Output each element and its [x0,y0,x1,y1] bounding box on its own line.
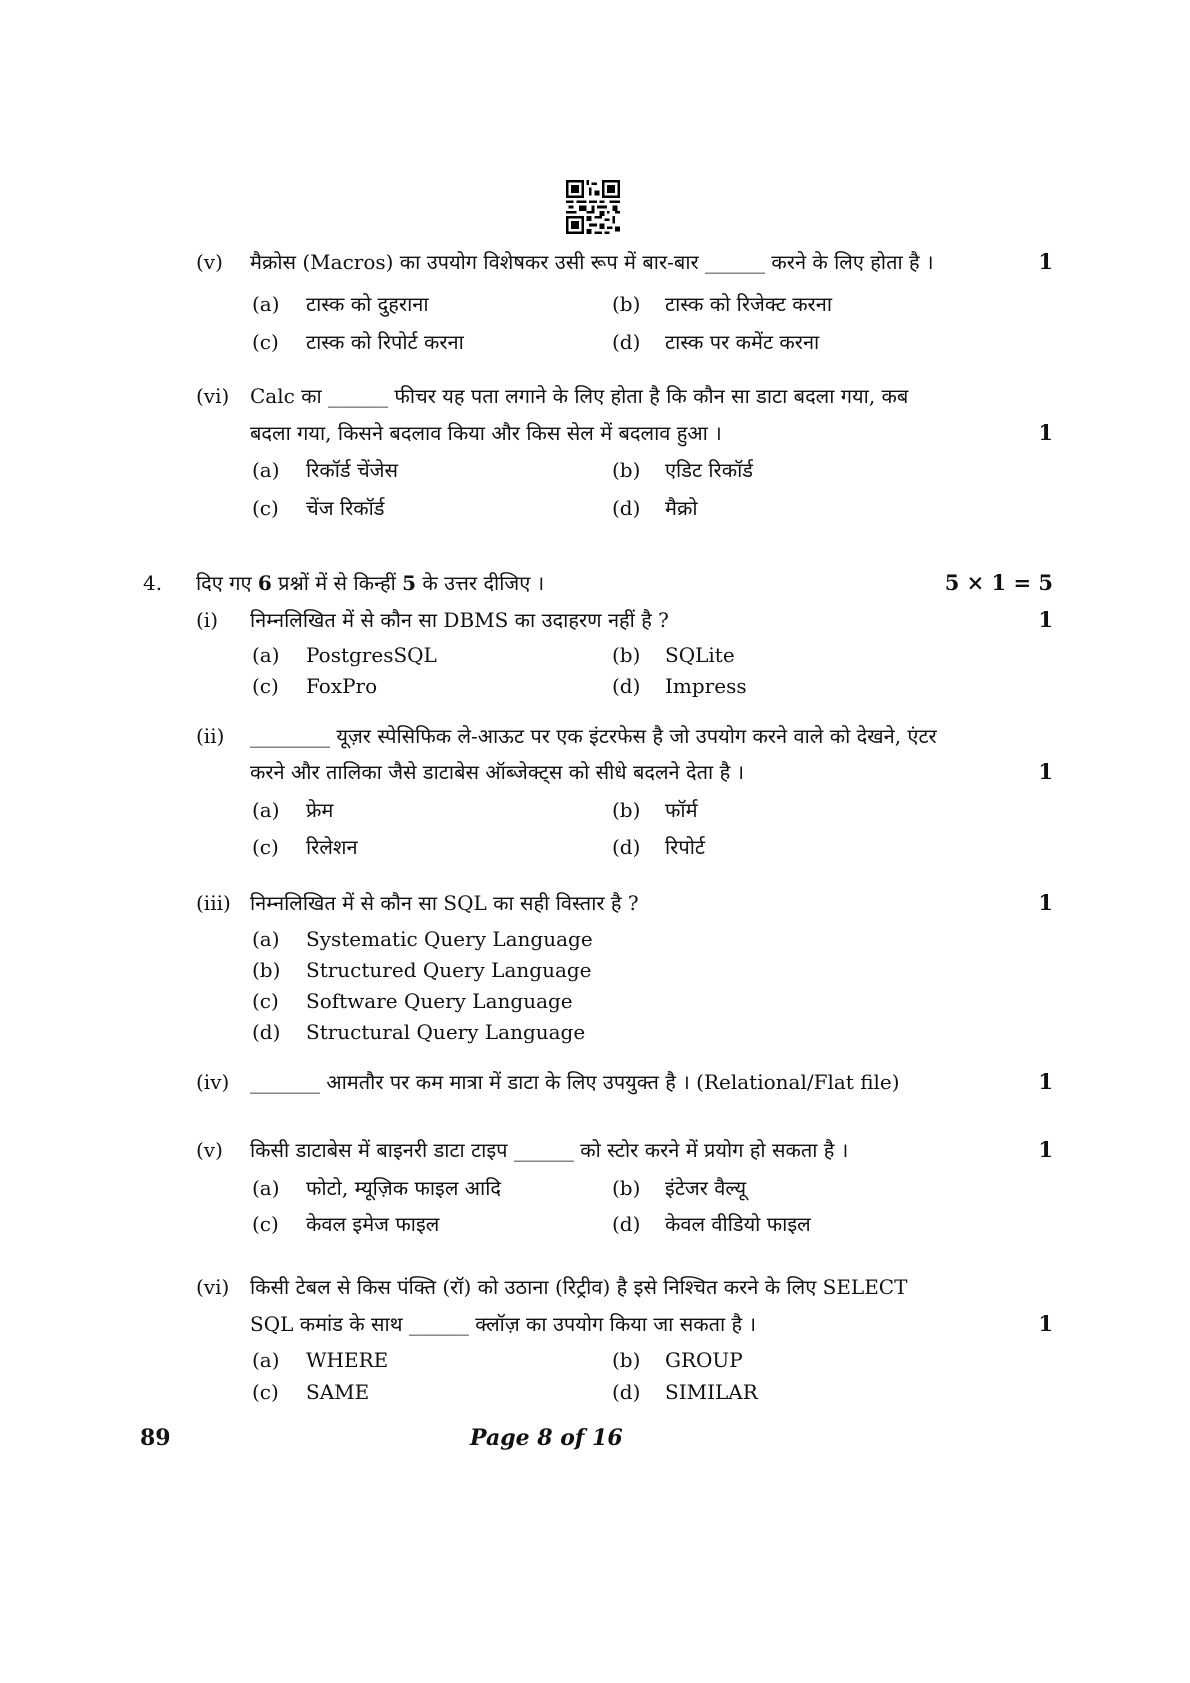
option-b: Structured Query Language [306,958,592,982]
option-b: इंटेजर वैल्यू [665,1176,747,1200]
option-label-d: (d) [612,1212,641,1236]
option-d: Structural Query Language [306,1020,586,1044]
qr-code-icon [566,180,620,234]
option-d: Impress [665,674,747,698]
marks: 1 [1038,1069,1053,1094]
option-label-b: (b) [612,798,641,822]
marks: 1 [1038,1311,1053,1336]
question-text: _______ आमतौर पर कम मात्रा में डाटा के लिए उपयुक्त है । (Relational/Flat file) [250,1070,900,1094]
question-number: (ii) [196,724,225,748]
option-a: PostgresSQL [306,643,437,667]
question-number: (iv) [196,1070,230,1094]
question-number: (v) [196,1138,223,1162]
option-label-c: (c) [252,1380,279,1404]
question-text: किसी डाटाबेस में बाइनरी डाटा टाइप ______ को स्टोर करने में प्रयोग हो सकता है । [250,1138,849,1162]
question-text-line-2: SQL कमांड के साथ ______ क्लॉज़ का उपयोग किया जा सकता है । [250,1312,757,1336]
option-label-a: (a) [252,292,280,316]
question-text: मैक्रोस (Macros) का उपयोग विशेषकर उसी रूप में बार-बार ______ करने के लिए होता है । [250,250,934,274]
option-label-b: (b) [612,643,641,667]
question-number: (v) [196,250,223,274]
option-label-b: (b) [612,458,641,482]
option-label-b: (b) [252,958,281,982]
option-label-a: (a) [252,458,280,482]
option-c: केवल इमेज फाइल [306,1212,440,1236]
marks-total: 5 × 1 = 5 [944,570,1053,595]
question-text-line-2: बदला गया, किसने बदलाव किया और किस सेल में बदलाव हुआ । [250,421,722,445]
question-text-line-1: ________ यूज़र स्पेसिफिक ले-आऊट पर एक इंटरफेस है जो उपयोग करने वाले को देखने, एंटर [250,724,937,748]
option-d: रिपोर्ट [665,835,705,859]
option-label-c: (c) [252,835,279,859]
option-a: फोटो, म्यूज़िक फाइल आदि [306,1176,501,1200]
option-d: केवल वीडियो फाइल [665,1212,811,1236]
option-label-d: (d) [612,1380,641,1404]
option-label-c: (c) [252,330,279,354]
marks: 1 [1038,1137,1053,1162]
option-d: मैक्रो [665,496,698,520]
option-c: चेंज रिकॉर्ड [306,496,385,520]
question-number: (vi) [196,1275,230,1299]
option-a: रिकॉर्ड चेंजेस [306,458,399,482]
option-a: टास्क को दुहराना [306,292,429,316]
option-c: SAME [306,1380,370,1404]
option-c: FoxPro [306,674,378,698]
option-label-d: (d) [252,1020,281,1044]
option-b: टास्क को रिजेक्ट करना [665,292,833,316]
option-label-d: (d) [612,674,641,698]
option-label-c: (c) [252,989,279,1013]
option-d: SIMILAR [665,1380,758,1404]
marks: 1 [1038,249,1053,274]
marks: 1 [1038,890,1053,915]
option-label-a: (a) [252,643,280,667]
option-c: टास्क को रिपोर्ट करना [306,330,464,354]
question-text: निम्नलिखित में से कौन सा DBMS का उदाहरण नहीं है ? [250,608,669,632]
option-a: फ्रेम [306,798,334,822]
question-text-line-2: करने और तालिका जैसे डाटाबेस ऑब्जेक्ट्स को सीधे बदलने देता है । [250,760,745,784]
option-b: GROUP [665,1348,743,1372]
option-c: Software Query Language [306,989,573,1013]
page-number: Page 8 of 16 [470,1425,623,1451]
option-label-d: (d) [612,835,641,859]
option-label-a: (a) [252,1348,280,1372]
question-number: 4. [143,571,163,595]
question-number: (i) [196,608,219,632]
option-label-d: (d) [612,496,641,520]
marks: 1 [1038,759,1053,784]
paper-code: 89 [140,1425,171,1451]
option-label-b: (b) [612,1348,641,1372]
question-number: (vi) [196,384,230,408]
option-label-d: (d) [612,330,641,354]
question-text: निम्नलिखित में से कौन सा SQL का सही विस्तार है ? [250,891,639,915]
option-label-a: (a) [252,798,280,822]
option-d: टास्क पर कमेंट करना [665,330,820,354]
marks: 1 [1038,420,1053,445]
marks: 1 [1038,607,1053,632]
option-label-b: (b) [612,1176,641,1200]
question-number: (iii) [196,891,231,915]
option-b: SQLite [665,643,735,667]
option-label-c: (c) [252,1212,279,1236]
option-a: WHERE [306,1348,389,1372]
option-label-c: (c) [252,496,279,520]
option-label-a: (a) [252,1176,280,1200]
option-a: Systematic Query Language [306,927,593,951]
question-text-line-1: Calc का ______ फीचर यह पता लगाने के लिए होता है कि कौन सा डाटा बदला गया, कब [250,384,909,408]
option-label-c: (c) [252,674,279,698]
option-b: एडिट रिकॉर्ड [665,458,753,482]
question-instruction: दिए गए 6 प्रश्नों में से किन्हीं 5 के उत्तर दीजिए । [196,571,545,595]
question-text-line-1: किसी टेबल से किस पंक्ति (रॉ) को उठाना (रिट्रीव) है इसे निश्चित करने के लिए SELECT [250,1275,908,1299]
option-label-b: (b) [612,292,641,316]
option-c: रिलेशन [306,835,358,859]
option-label-a: (a) [252,927,280,951]
option-b: फॉर्म [665,798,698,822]
